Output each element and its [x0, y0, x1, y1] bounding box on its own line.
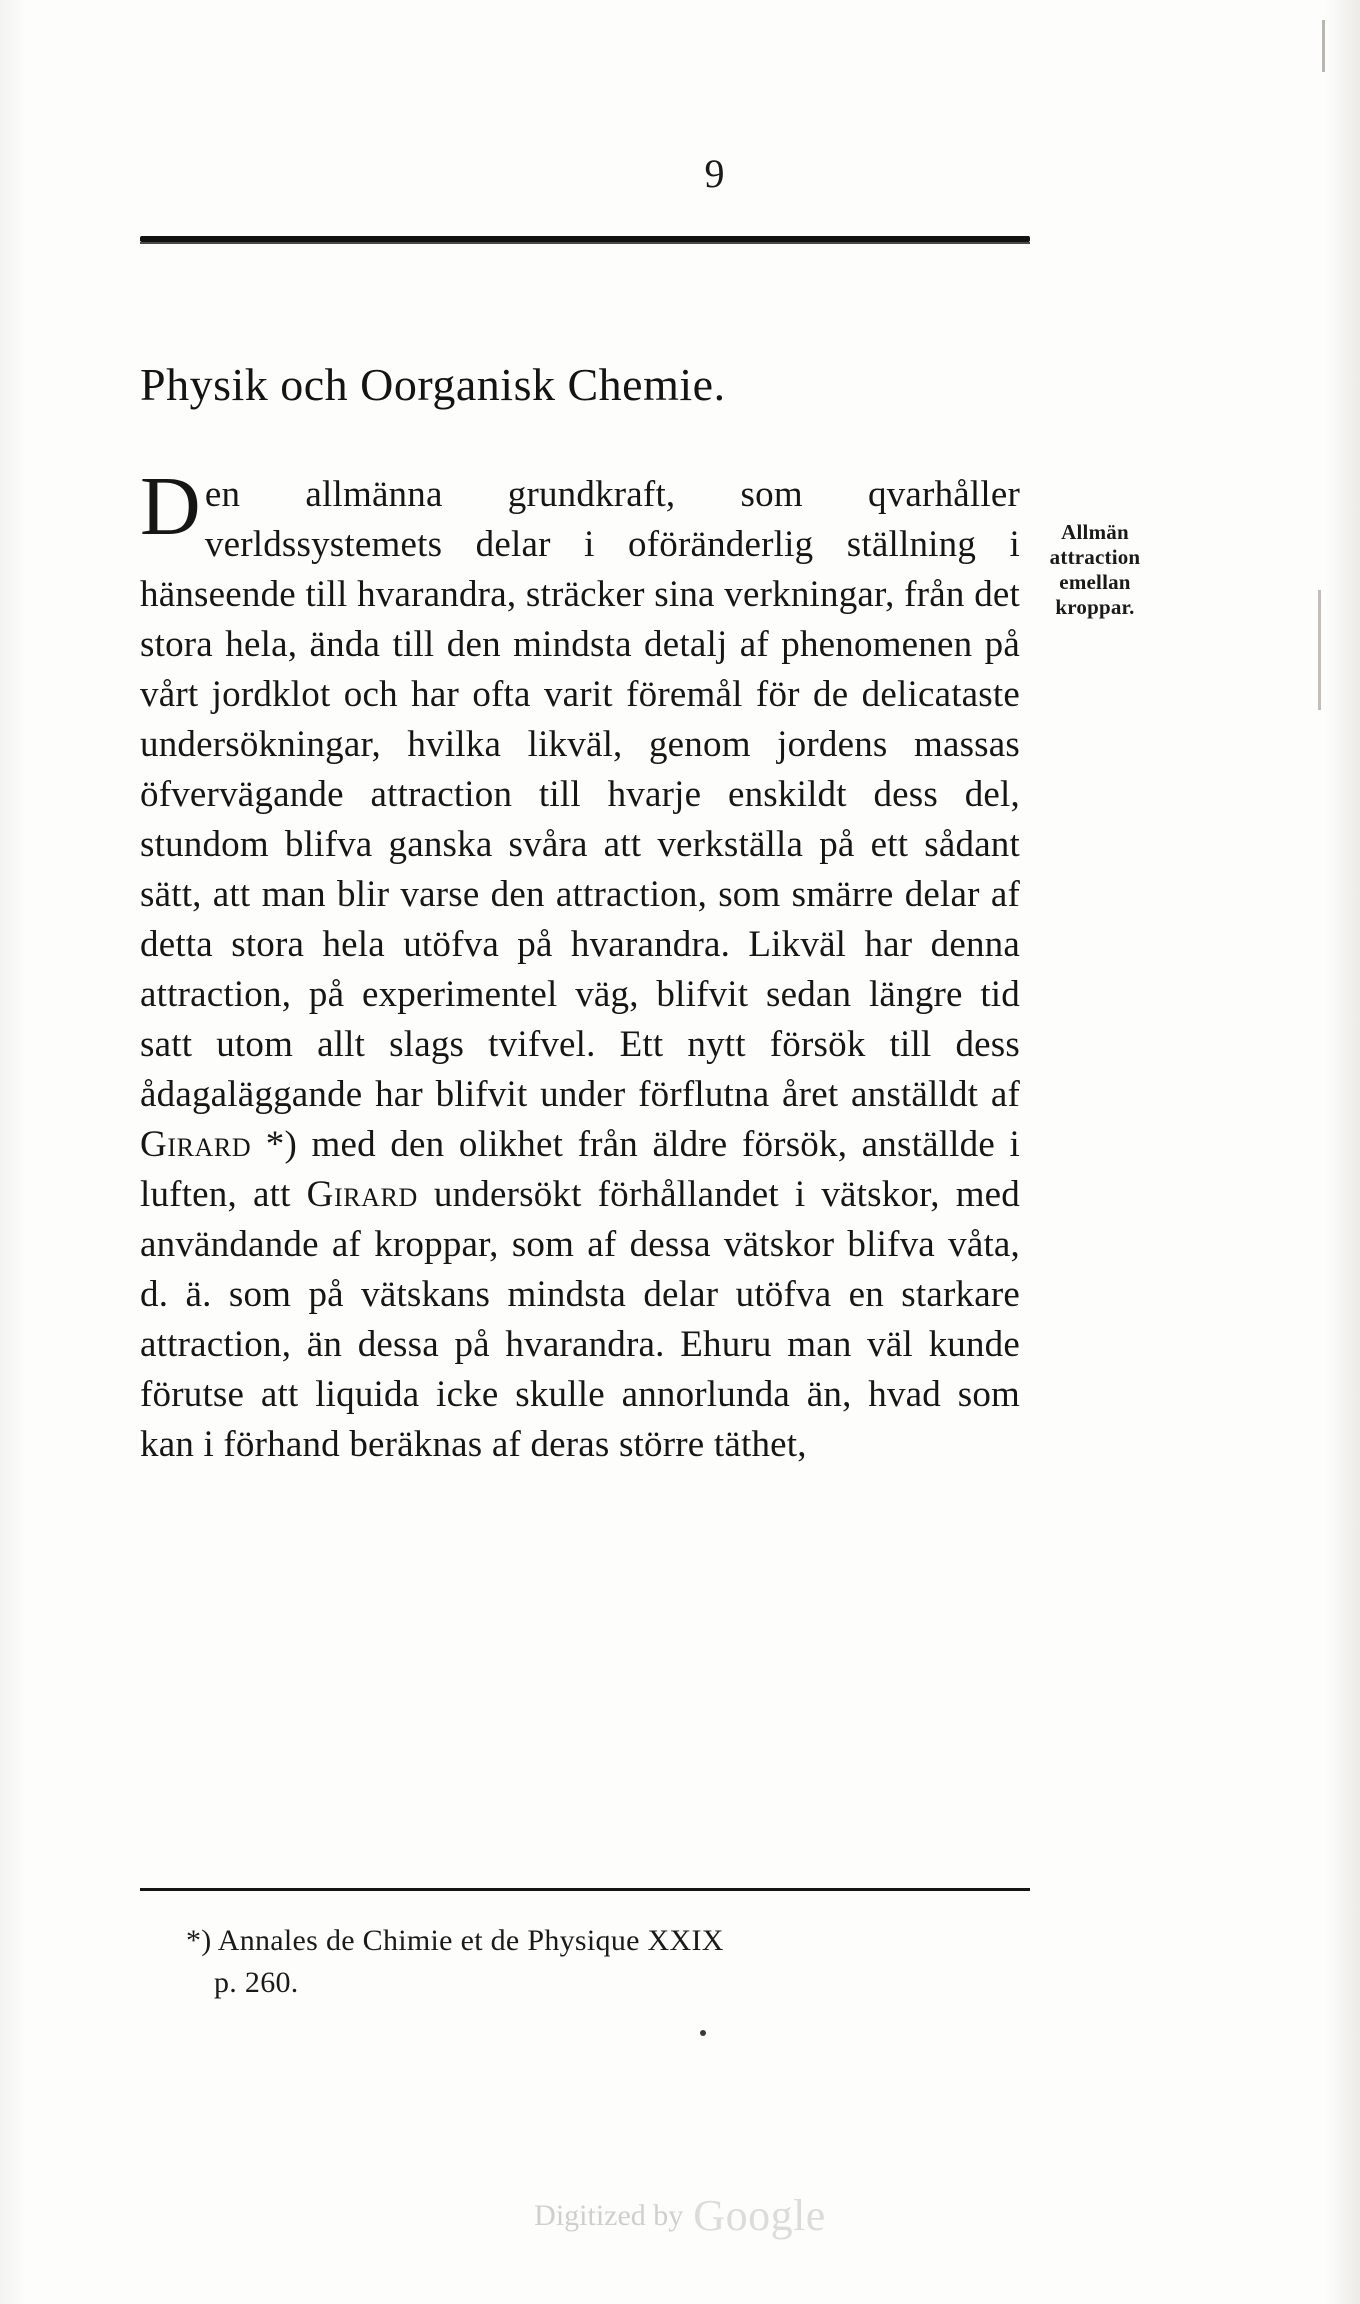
body-paragraph — [140, 460, 1020, 1470]
scan-edge-right — [1326, 0, 1360, 2304]
footnote — [186, 1920, 1036, 2004]
scan-edge-left — [0, 0, 26, 2304]
watermark-prefix: Digitized by — [534, 2199, 684, 2232]
body-column — [140, 460, 1020, 1470]
scan-speck — [700, 2030, 706, 2036]
body-text-part-1: en allmänna grundkraft, som qvarhåller verldssystemets delar i oföränderlig ställning i hänseende till hvarandra, sträcker sina verkningar, från det stora hela, ända till den mindsta detalj af phenomenen på vårt jordklot och har ofta varit föremål för de delicataste undersökningar, hvilka likväl, genom jordens massas öfvervägande attraction till hvarje enskildt dess del, stundom blifva ganska svåra att verkställa på ett sådant sätt, att man blir varse den attraction, som smärre delar af detta stora hela utöfva på hvarandra. Likväl har denna attraction, på experimentel väg, blifvit sedan längre tid satt utom allt slags tvifvel. Ett nytt försök till dess ådagaläggande har blifvit under förflutna året anställdt af — [140, 474, 1020, 1115]
page-number — [0, 150, 1360, 197]
header-rule — [140, 236, 1030, 242]
footnote-rule — [140, 1888, 1030, 1891]
body-smallcaps-girard-2: Girard — [306, 1174, 418, 1215]
body-smallcaps-girard-1: Girard — [140, 1124, 252, 1165]
marginal-note: Allmän attraction emellan kroppar. — [1049, 520, 1141, 619]
digitization-watermark — [0, 2190, 1360, 2241]
page-title: Physik och Oorganisk Chemie. — [140, 359, 726, 410]
watermark-brand: Google — [693, 2191, 826, 2240]
drop-cap: D — [140, 460, 201, 553]
scan-artifact-mark — [1322, 20, 1325, 72]
footnote-line-2: p. 260. — [214, 1966, 299, 1999]
scan-artifact-mark — [1318, 590, 1321, 710]
page-number-value: 9 — [704, 151, 726, 196]
body-text-part-2: *) med den olikhet från äldre försök, anställde i luften, att — [140, 1124, 1020, 1215]
footnote-line-1: *) Annales de Chimie et de Physique XXIX — [186, 1924, 724, 1957]
body-text-part-3: undersökt förhållandet i vätskor, med användande af kroppar, som af dessa vätskor blifva våta, d. ä. som på vätskans mindsta delar utöfva en starkare attraction, än dessa på hvarandra. Ehuru man väl kunde förutse att liquida icke skulle annorlunda än, hvad som kan i förhand beräknas af deras större täthet, — [140, 1174, 1020, 1465]
